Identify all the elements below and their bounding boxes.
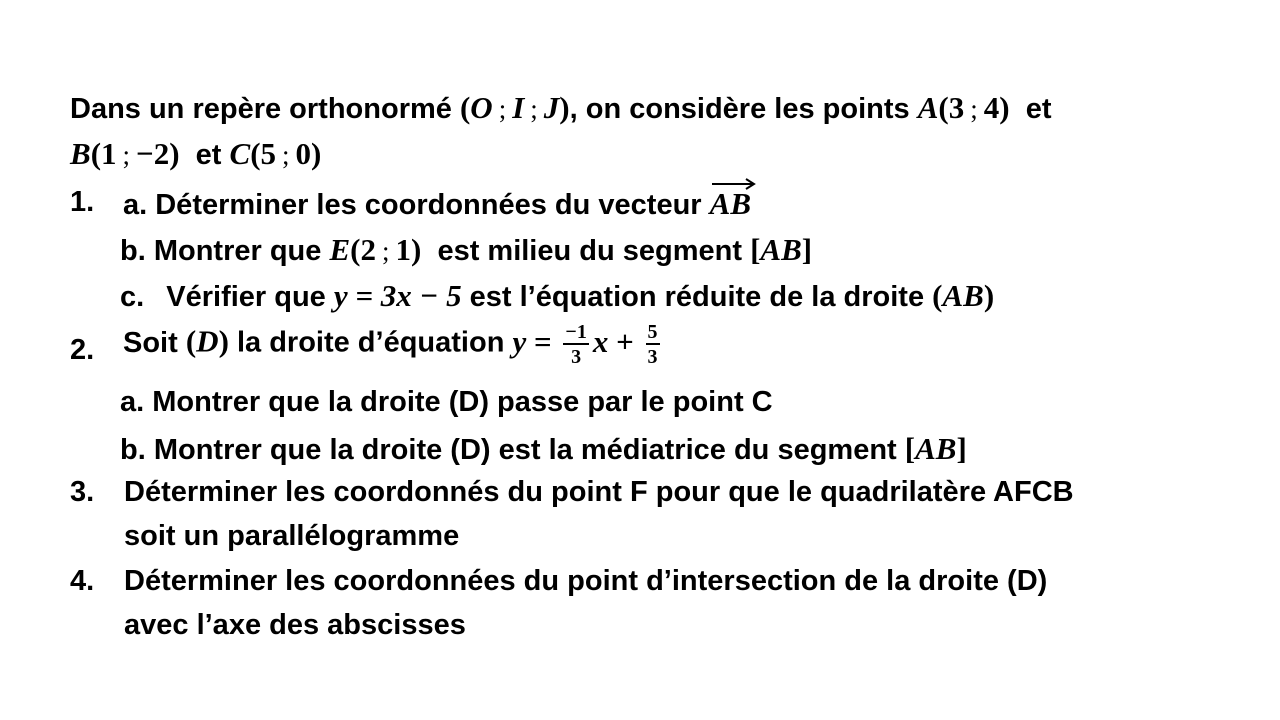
intro-text-1: Dans un repère orthonormé	[70, 93, 452, 125]
q1-c-text-2: est l’équation réduite de la droite	[469, 281, 925, 313]
q1-a-text: a. Déterminer les coordonnées du vecteur	[123, 189, 702, 221]
q2-text-2: la droite d’équation	[236, 326, 505, 359]
q3-number: 3.	[70, 476, 95, 508]
line-ab: (AB)	[932, 278, 995, 313]
intro-line-2	[70, 138, 321, 170]
intro-et-1: et	[1025, 93, 1052, 125]
q2-line	[70, 322, 664, 367]
q1-b-text-2: est milieu du segment	[437, 235, 743, 267]
q3-line-1	[70, 478, 1074, 507]
q3-text-2: soit un parallélogramme	[124, 520, 460, 552]
q2-b-line	[120, 433, 967, 465]
q1-c-line	[120, 280, 994, 312]
q1-b-line	[120, 234, 812, 266]
q2-b-text: b. Montrer que la droite (D) est la médiatrice du segment	[120, 434, 897, 466]
vector-arrow-icon	[710, 178, 758, 190]
intro-et-2: et	[195, 139, 222, 171]
q2-text-1: Soit	[123, 326, 178, 359]
point-e: E(2 ; 1)	[329, 232, 422, 267]
fraction-1: $\frac{-1}{3}$	[565, 321, 587, 368]
q3-text-1: Déterminer les coordonnés du point F pour que le quadrilatère AFCB	[124, 476, 1074, 508]
equation-ab: y = 3x − 5	[333, 278, 462, 313]
q3-line-2	[124, 522, 459, 551]
point-c: C(5 ; 0)	[229, 136, 322, 171]
line-d: (D)	[185, 323, 229, 359]
point-b: B(1 ; −2)	[70, 136, 180, 171]
q1-c-text-1: Vérifier que	[166, 281, 326, 313]
intro-line-1	[70, 92, 1051, 124]
q2-a-line	[120, 388, 773, 417]
q4-text-2: avec l’axe des abscisses	[124, 609, 466, 641]
q2-a-text: a. Montrer que la droite (D) passe par le point C	[120, 386, 773, 418]
q4-line-1	[70, 567, 1047, 596]
q1-b-text: b. Montrer que	[120, 235, 322, 267]
q1-number: 1.	[70, 186, 95, 218]
segment-ab-2: [AB]	[904, 431, 967, 466]
intro-text-2: , on considère les points	[569, 93, 910, 125]
segment-ab-1: [AB]	[750, 232, 813, 267]
q4-text-1: Déterminer les coordonnées du point d’intersection de la droite (D)	[124, 565, 1048, 597]
point-a: A(3 ; 4)	[917, 90, 1010, 125]
q4-line-2	[124, 611, 466, 640]
equation-d: y = $\frac{-1}{3}$ x + $\frac{5}{3}$	[512, 321, 658, 368]
q1-a-line	[70, 188, 751, 220]
repere-notation: (O ; I ; J)	[459, 90, 570, 125]
q2-number: 2.	[70, 334, 95, 366]
fraction-2: $\frac{5}{3}$	[647, 321, 658, 368]
vector-ab: AB	[710, 188, 751, 219]
q1-c-label: c.	[120, 281, 145, 313]
q4-number: 4.	[70, 565, 95, 597]
